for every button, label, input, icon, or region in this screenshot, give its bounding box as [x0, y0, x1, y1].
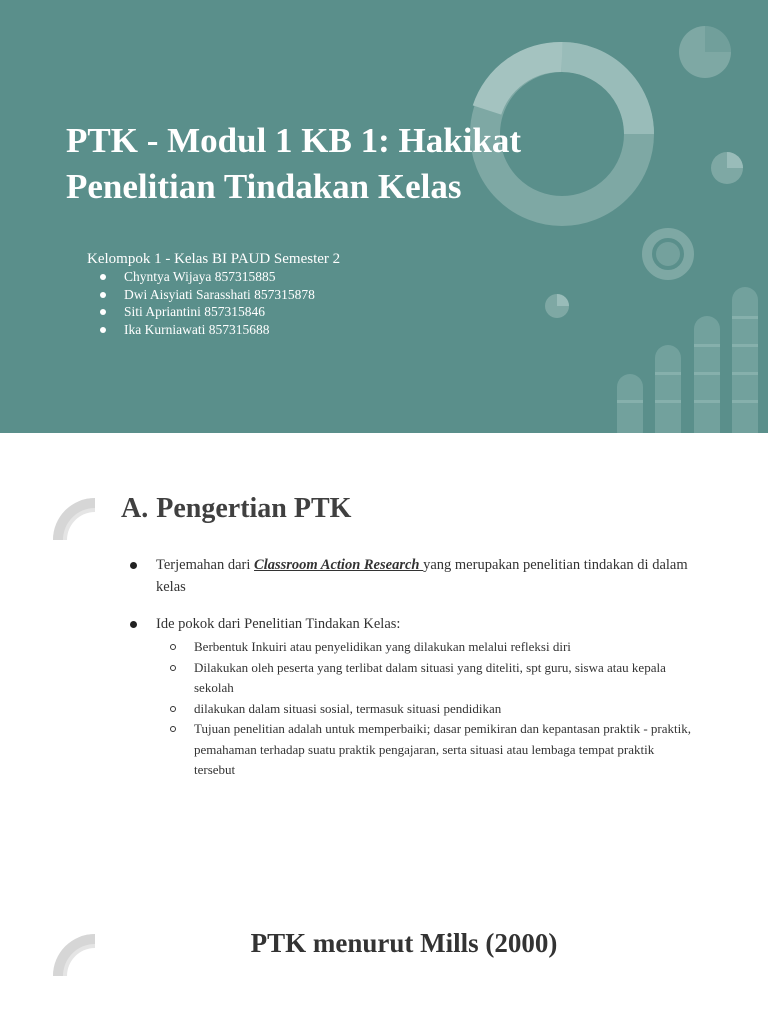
- section-title-text: Pengertian PTK: [156, 493, 352, 524]
- pie-right-slice: [727, 152, 743, 168]
- bar-stripe: [694, 344, 720, 347]
- bar-stripe: [732, 344, 758, 347]
- bar-stripe: [732, 316, 758, 319]
- bar-stripe: [655, 400, 681, 403]
- pie-top-slice: [705, 26, 731, 52]
- small-donut-core: [656, 242, 680, 266]
- tiny-pie-slice: [557, 294, 569, 306]
- bar-column-1: [617, 374, 643, 433]
- title-slide: [0, 0, 768, 433]
- quarter-circle-decoration: [53, 498, 95, 540]
- title-line-1: PTK - Modul 1 KB 1: Hakikat: [66, 121, 522, 160]
- member-item: Dwi Aisyiati Sarasshati 857315878: [96, 286, 315, 304]
- mills-slide: [0, 873, 768, 1024]
- bar-stripe: [617, 400, 643, 403]
- mills-title: PTK menurut Mills (2000): [250, 928, 558, 958]
- member-item: Ika Kurniawati 857315688: [96, 321, 315, 339]
- title-line-2: Penelitian Tindakan Kelas: [66, 167, 462, 206]
- sub-item: Dilakukan oleh peserta yang terlibat dalam situasi yang diteliti, spt guru, siswa atau kepala sekolah: [156, 658, 694, 699]
- bar-stripe: [732, 400, 758, 403]
- decorative-graphics: [0, 0, 768, 433]
- definition-slide: [0, 433, 768, 873]
- bullet2-text: Ide pokok dari Penelitian Tindakan Kelas:: [156, 616, 401, 632]
- sub-item: Berbentuk Inkuiri atau penyelidikan yang dilakukan melalui refleksi diri: [156, 637, 694, 658]
- slide-title: [66, 118, 626, 210]
- bar-column-2: [655, 345, 681, 433]
- bar-stripe: [732, 372, 758, 375]
- bullet1-emphasis: Classroom Action Research: [254, 557, 424, 573]
- main-idea-bullet: [130, 613, 690, 781]
- bar-stripe: [694, 372, 720, 375]
- bar-stripe: [655, 372, 681, 375]
- bar-columns: [617, 287, 758, 433]
- group-label: Kelompok 1 - Kelas BI PAUD Semester 2: [87, 251, 341, 267]
- bullet1-suffix: yang merupakan penelitian tindakan di dalam kelas: [156, 557, 688, 595]
- bar-column-4: [732, 287, 758, 433]
- member-item: Siti Apriantini 857315846: [96, 303, 315, 321]
- section-title: [121, 493, 351, 525]
- bar-stripe: [694, 400, 720, 403]
- definition-list: [130, 554, 690, 796]
- bullet1-prefix: Terjemahan dari: [156, 557, 255, 573]
- main-idea-sublist: [156, 637, 690, 781]
- sub-item: dilakukan dalam situasi sosial, termasuk situasi pendidikan: [156, 699, 694, 720]
- member-item: Chyntya Wijaya 857315885: [96, 268, 315, 286]
- member-list: [96, 268, 315, 338]
- sub-item: Tujuan penelitian adalah untuk memperbaiki; dasar pemikiran dan kepantasan praktik - praktik, pemahaman terhadap suatu praktik pengajaran, serta situasi atau lembaga tempat praktik tersebut: [156, 719, 694, 781]
- definition-bullet: [130, 554, 690, 598]
- section-number: A.: [121, 493, 149, 524]
